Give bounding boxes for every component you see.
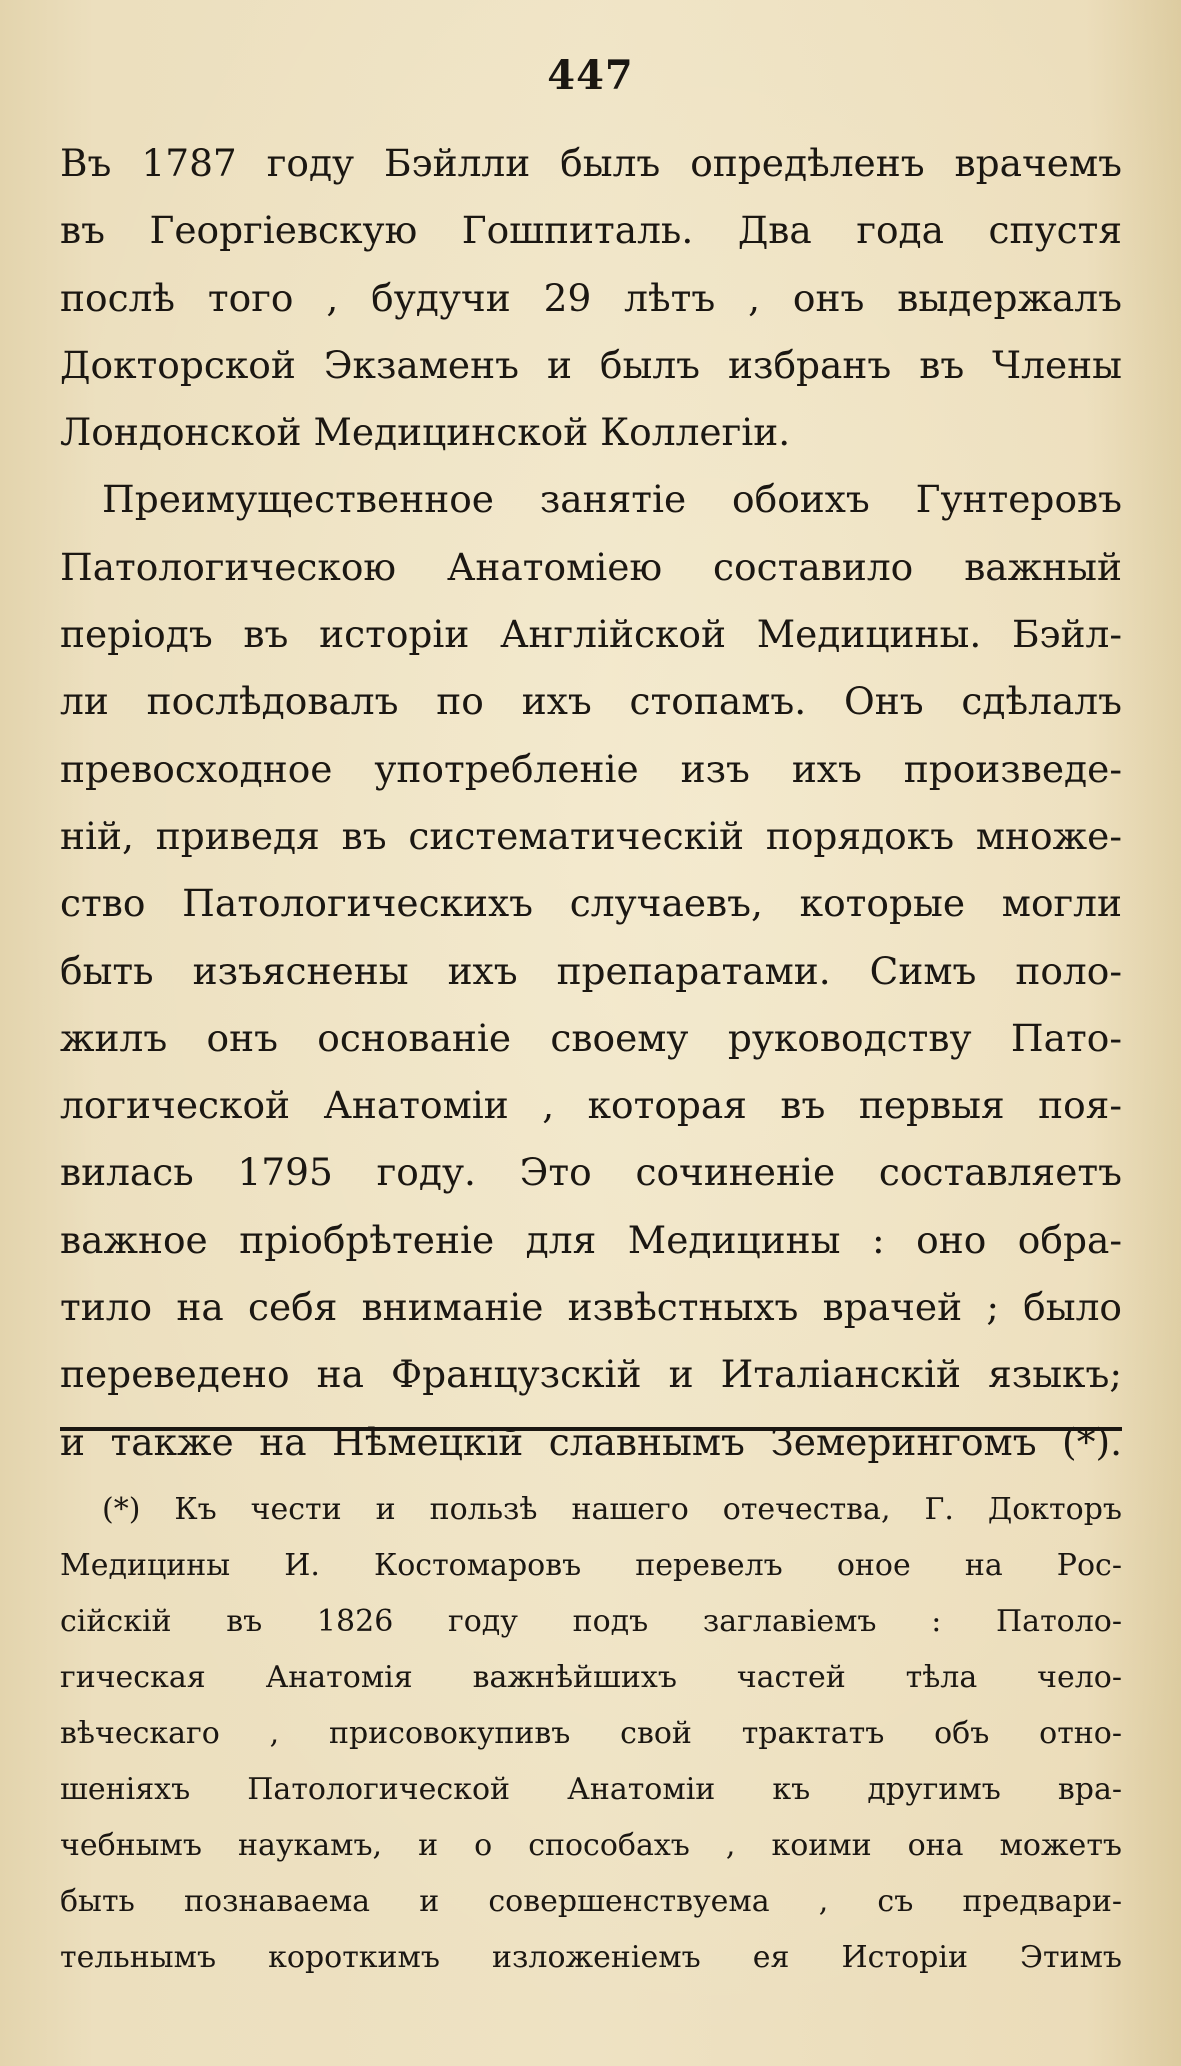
footnote-line: (*) Къ чести и пользѣ нашего отечества, Г. Докторъ bbox=[102, 1492, 1122, 1527]
text-line: ній, приведя въ систематическій порядокъ множе- bbox=[60, 813, 1122, 858]
footnote-block bbox=[60, 1482, 1122, 1986]
footnote-line: тельнымъ короткимъ изложеніемъ ея Исторіи Этимъ bbox=[60, 1940, 1122, 1975]
text-line: Лондонской Медицинской Коллегіи. bbox=[60, 410, 791, 455]
text-line: тило на себя вниманіе извѣстныхъ врачей ; было bbox=[60, 1285, 1122, 1330]
text-line: ство Патологическихъ случаевъ, которые могли bbox=[60, 881, 1122, 926]
footnote-line: шеніяхъ Патологической Анатоміи къ другимъ вра- bbox=[60, 1772, 1122, 1807]
page-number: 447 bbox=[547, 52, 634, 99]
text-line: важное пріобрѣтеніе для Медицины : оно обра- bbox=[60, 1217, 1122, 1262]
footnote-line: Медицины И. Костомаровъ перевелъ оное на Рос- bbox=[60, 1548, 1122, 1583]
footnote-line: сійскій въ 1826 году подъ заглавіемъ : Патоло- bbox=[60, 1604, 1122, 1639]
text-line: Патологическою Анатоміею составило важный bbox=[60, 544, 1122, 589]
footnote-line: вѣческаго , присовокупивъ свой трактатъ объ отно- bbox=[60, 1716, 1122, 1751]
text-line: переведено на Французскій и Италіанскій языкъ; bbox=[60, 1352, 1122, 1397]
footnote-line: быть познаваема и совершенствуема , съ предвари- bbox=[60, 1884, 1122, 1919]
text-line: Докторской Экзаменъ и былъ избранъ въ Члены bbox=[60, 342, 1122, 387]
text-line: логической Анатоміи , которая въ первыя поя- bbox=[60, 1083, 1122, 1128]
text-line: превосходное употребленіе изъ ихъ произведе- bbox=[60, 746, 1122, 791]
footnote-divider bbox=[60, 1427, 1122, 1431]
footnote-line: гическая Анатомія важнѣйшихъ частей тѣла чело- bbox=[60, 1660, 1122, 1695]
text-line: Преимущественное занятіе обоихъ Гунтеровъ bbox=[102, 477, 1122, 522]
text-line: ли послѣдовалъ по ихъ стопамъ. Онъ сдѣлалъ bbox=[60, 679, 1122, 724]
text-line: періодъ въ исторіи Англійской Медицины. Бэйл- bbox=[60, 612, 1122, 657]
footnote-line: чебнымъ наукамъ, и о способахъ , коими она можетъ bbox=[60, 1828, 1122, 1863]
text-line: вилась 1795 году. Это сочиненіе составляетъ bbox=[60, 1150, 1122, 1195]
text-line: въ Георгіевскую Гошпиталь. Два года спустя bbox=[60, 208, 1122, 253]
text-line: и также на Нѣмецкій славнымъ Земерингомъ (*). bbox=[60, 1419, 1122, 1464]
text-line: послѣ того , будучи 29 лѣтъ , онъ выдержалъ bbox=[60, 275, 1122, 320]
text-line: Въ 1787 году Бэйлли былъ опредѣленъ врачемъ bbox=[60, 141, 1122, 185]
text-line: жилъ онъ основаніе своему руководству Пато- bbox=[60, 1015, 1122, 1060]
main-text-block bbox=[60, 130, 1122, 1476]
text-line: быть изъяснены ихъ препаратами. Симъ поло- bbox=[60, 948, 1122, 993]
